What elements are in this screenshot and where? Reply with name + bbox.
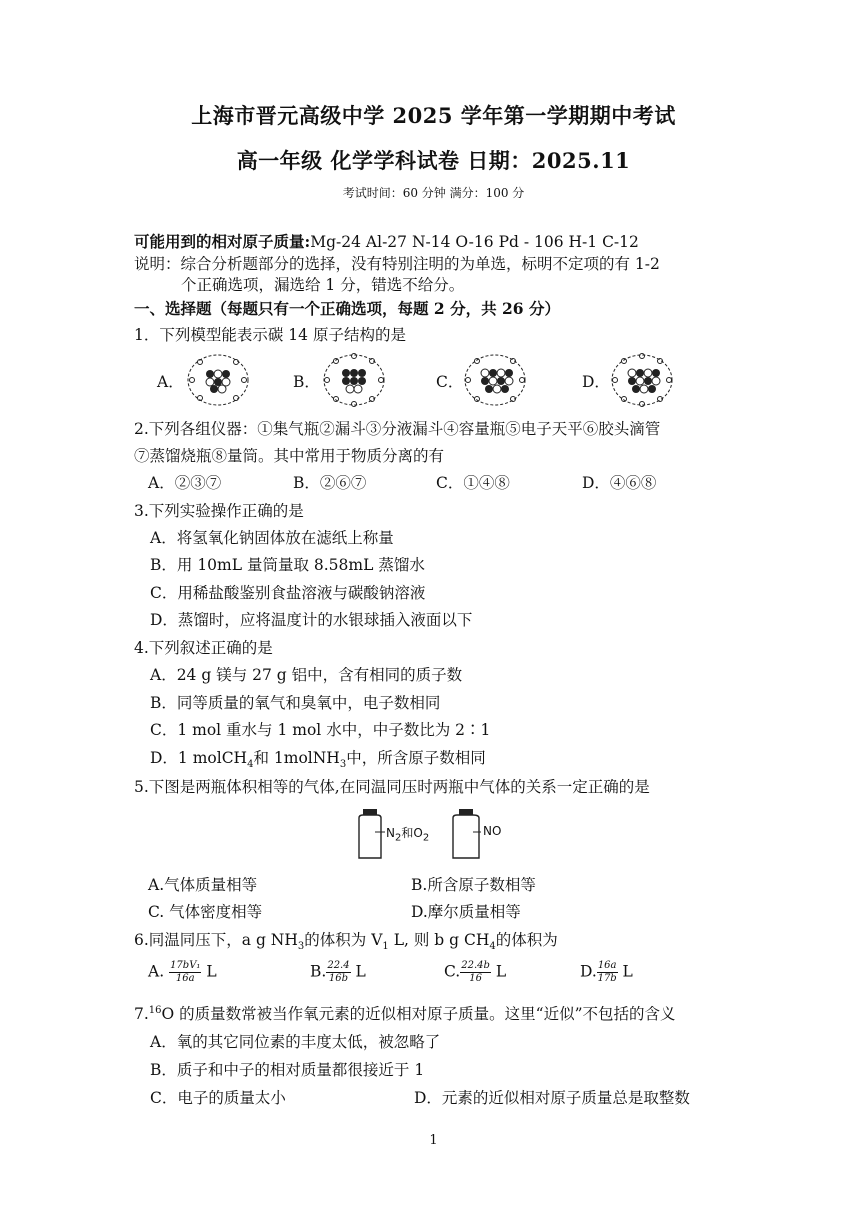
note-line-2: 个正确选项，漏选给 1 分，错选不给分。	[181, 276, 465, 294]
q6-option-c: C. $\frac{22.4b}{16}$ L	[444, 960, 507, 984]
atomic-masses-values: Mg-24 Al-27 N-14 O-16 Pd - 106 H-1 C-12	[310, 233, 639, 251]
atomic-masses	[134, 230, 639, 252]
bottle-2-label: NO	[483, 824, 502, 838]
q2-option-a: A．②③⑦	[148, 474, 222, 492]
atom-model-b-icon	[322, 352, 386, 408]
q1-label-c: C．	[436, 373, 464, 391]
q5-stem: 5.下图是两瓶体积相等的气体,在同温同压时两瓶中气体的关系一定正确的是	[134, 778, 650, 796]
atomic-masses-label: 可能用到的相对原子质量:	[134, 232, 311, 251]
q2-stem-1: 2.下列各组仪器：①集气瓶②漏斗③分液漏斗④容量瓶⑤电子天平⑥胶头滴管	[134, 420, 661, 438]
q5-option-a: A.气体质量相等	[148, 876, 258, 894]
q6-stem: 6.同温同压下，a g $NH_3$的体积为 $V_1$ L, 则 b g $CH_4$的体积为	[134, 931, 558, 953]
q4-option-c: C．1 mol 重水与 1 mol 水中，中子数比为 2∶1	[150, 721, 491, 739]
q7-option-c: C．电子的质量太小	[150, 1089, 286, 1107]
exam-info: 考试时间：60 分钟 满分：100 分	[342, 186, 525, 200]
q2-option-d: D．④⑥⑧	[582, 474, 657, 492]
q7-stem: 7.16O 的质量数常被当作氧元素的近似相对原子质量。这里“近似”不包括的含义	[134, 1004, 676, 1023]
q1-label-a: A．	[157, 373, 184, 391]
q2-stem-2: ⑦蒸馏烧瓶⑧量筒。其中常用于物质分离的有	[134, 447, 445, 465]
q5-option-d: D.摩尔质量相等	[411, 903, 521, 921]
q2-option-b: B．②⑥⑦	[293, 474, 367, 492]
bottle-1-label: $N_2$和$O_2$	[386, 826, 430, 844]
q7-option-b: B．质子和中子的相对质量都很接近于 1	[150, 1061, 425, 1079]
exam-title: 高一年级 化学学科试卷 日期：2025.11	[236, 148, 631, 173]
q3-option-a: A．将氢氧化钠固体放在滤纸上称量	[150, 529, 394, 547]
atom-model-c-icon	[463, 352, 527, 408]
school-title: 上海市晋元高级中学 2025 学年第一学期期中考试	[191, 103, 676, 128]
q7-option-d: D．元素的近似相对原子质量总是取整数	[414, 1089, 690, 1107]
q5-option-c: C. 气体密度相等	[148, 903, 263, 921]
atom-model-d-icon	[610, 352, 674, 408]
q6-option-a: A. $\frac{\text{17bV₁}}{16a}$ L	[148, 960, 217, 984]
q1-label-b: B．	[293, 373, 320, 391]
q3-stem: 3.下列实验操作正确的是	[134, 502, 304, 520]
page-number: 1	[429, 1133, 438, 1148]
q4-option-b: B．同等质量的氧气和臭氧中，电子数相同	[150, 694, 441, 712]
q3-option-b: B．用 10mL 量筒量取 8.58mL 蒸馏水	[150, 556, 425, 574]
q4-option-a: A．24 g 镁与 27 g 铝中，含有相同的质子数	[150, 666, 463, 684]
q6-option-b: B. $\frac{22.4}{16b}$ L	[310, 960, 366, 984]
gas-bottles-icon	[355, 808, 535, 864]
note-line-1: 说明：综合分析题部分的选择，没有特别注明的为单选，标明不定项的有 1-2	[134, 255, 660, 273]
atom-model-a-icon	[186, 352, 250, 408]
gas-bottles-figure	[355, 808, 535, 864]
q1-stem: 1．下列模型能表示碳 14 原子结构的是	[134, 326, 406, 344]
q1-label-d: D．	[582, 373, 610, 391]
q5-option-b: B.所含原子数相等	[411, 876, 536, 894]
q3-option-c: C．用稀盐酸鉴别食盐溶液与碳酸钠溶液	[150, 584, 426, 602]
q2-option-c: C．①④⑧	[436, 474, 510, 492]
q6-option-d: D. $\frac{16a}{17b}$ L	[580, 960, 633, 984]
q4-option-d: D．1 molCH$_4$和 1molNH$_3$中，所含原子数相同	[150, 749, 486, 771]
q3-option-d: D．蒸馏时，应将温度计的水银球插入液面以下	[150, 611, 473, 629]
q7-option-a: A．氧的其它同位素的丰度太低，被忽略了	[150, 1033, 441, 1051]
section-1-heading: 一、选择题（每题只有一个正确选项，每题 2 分，共 26 分）	[134, 299, 560, 318]
q4-stem: 4.下列叙述正确的是	[134, 639, 273, 657]
